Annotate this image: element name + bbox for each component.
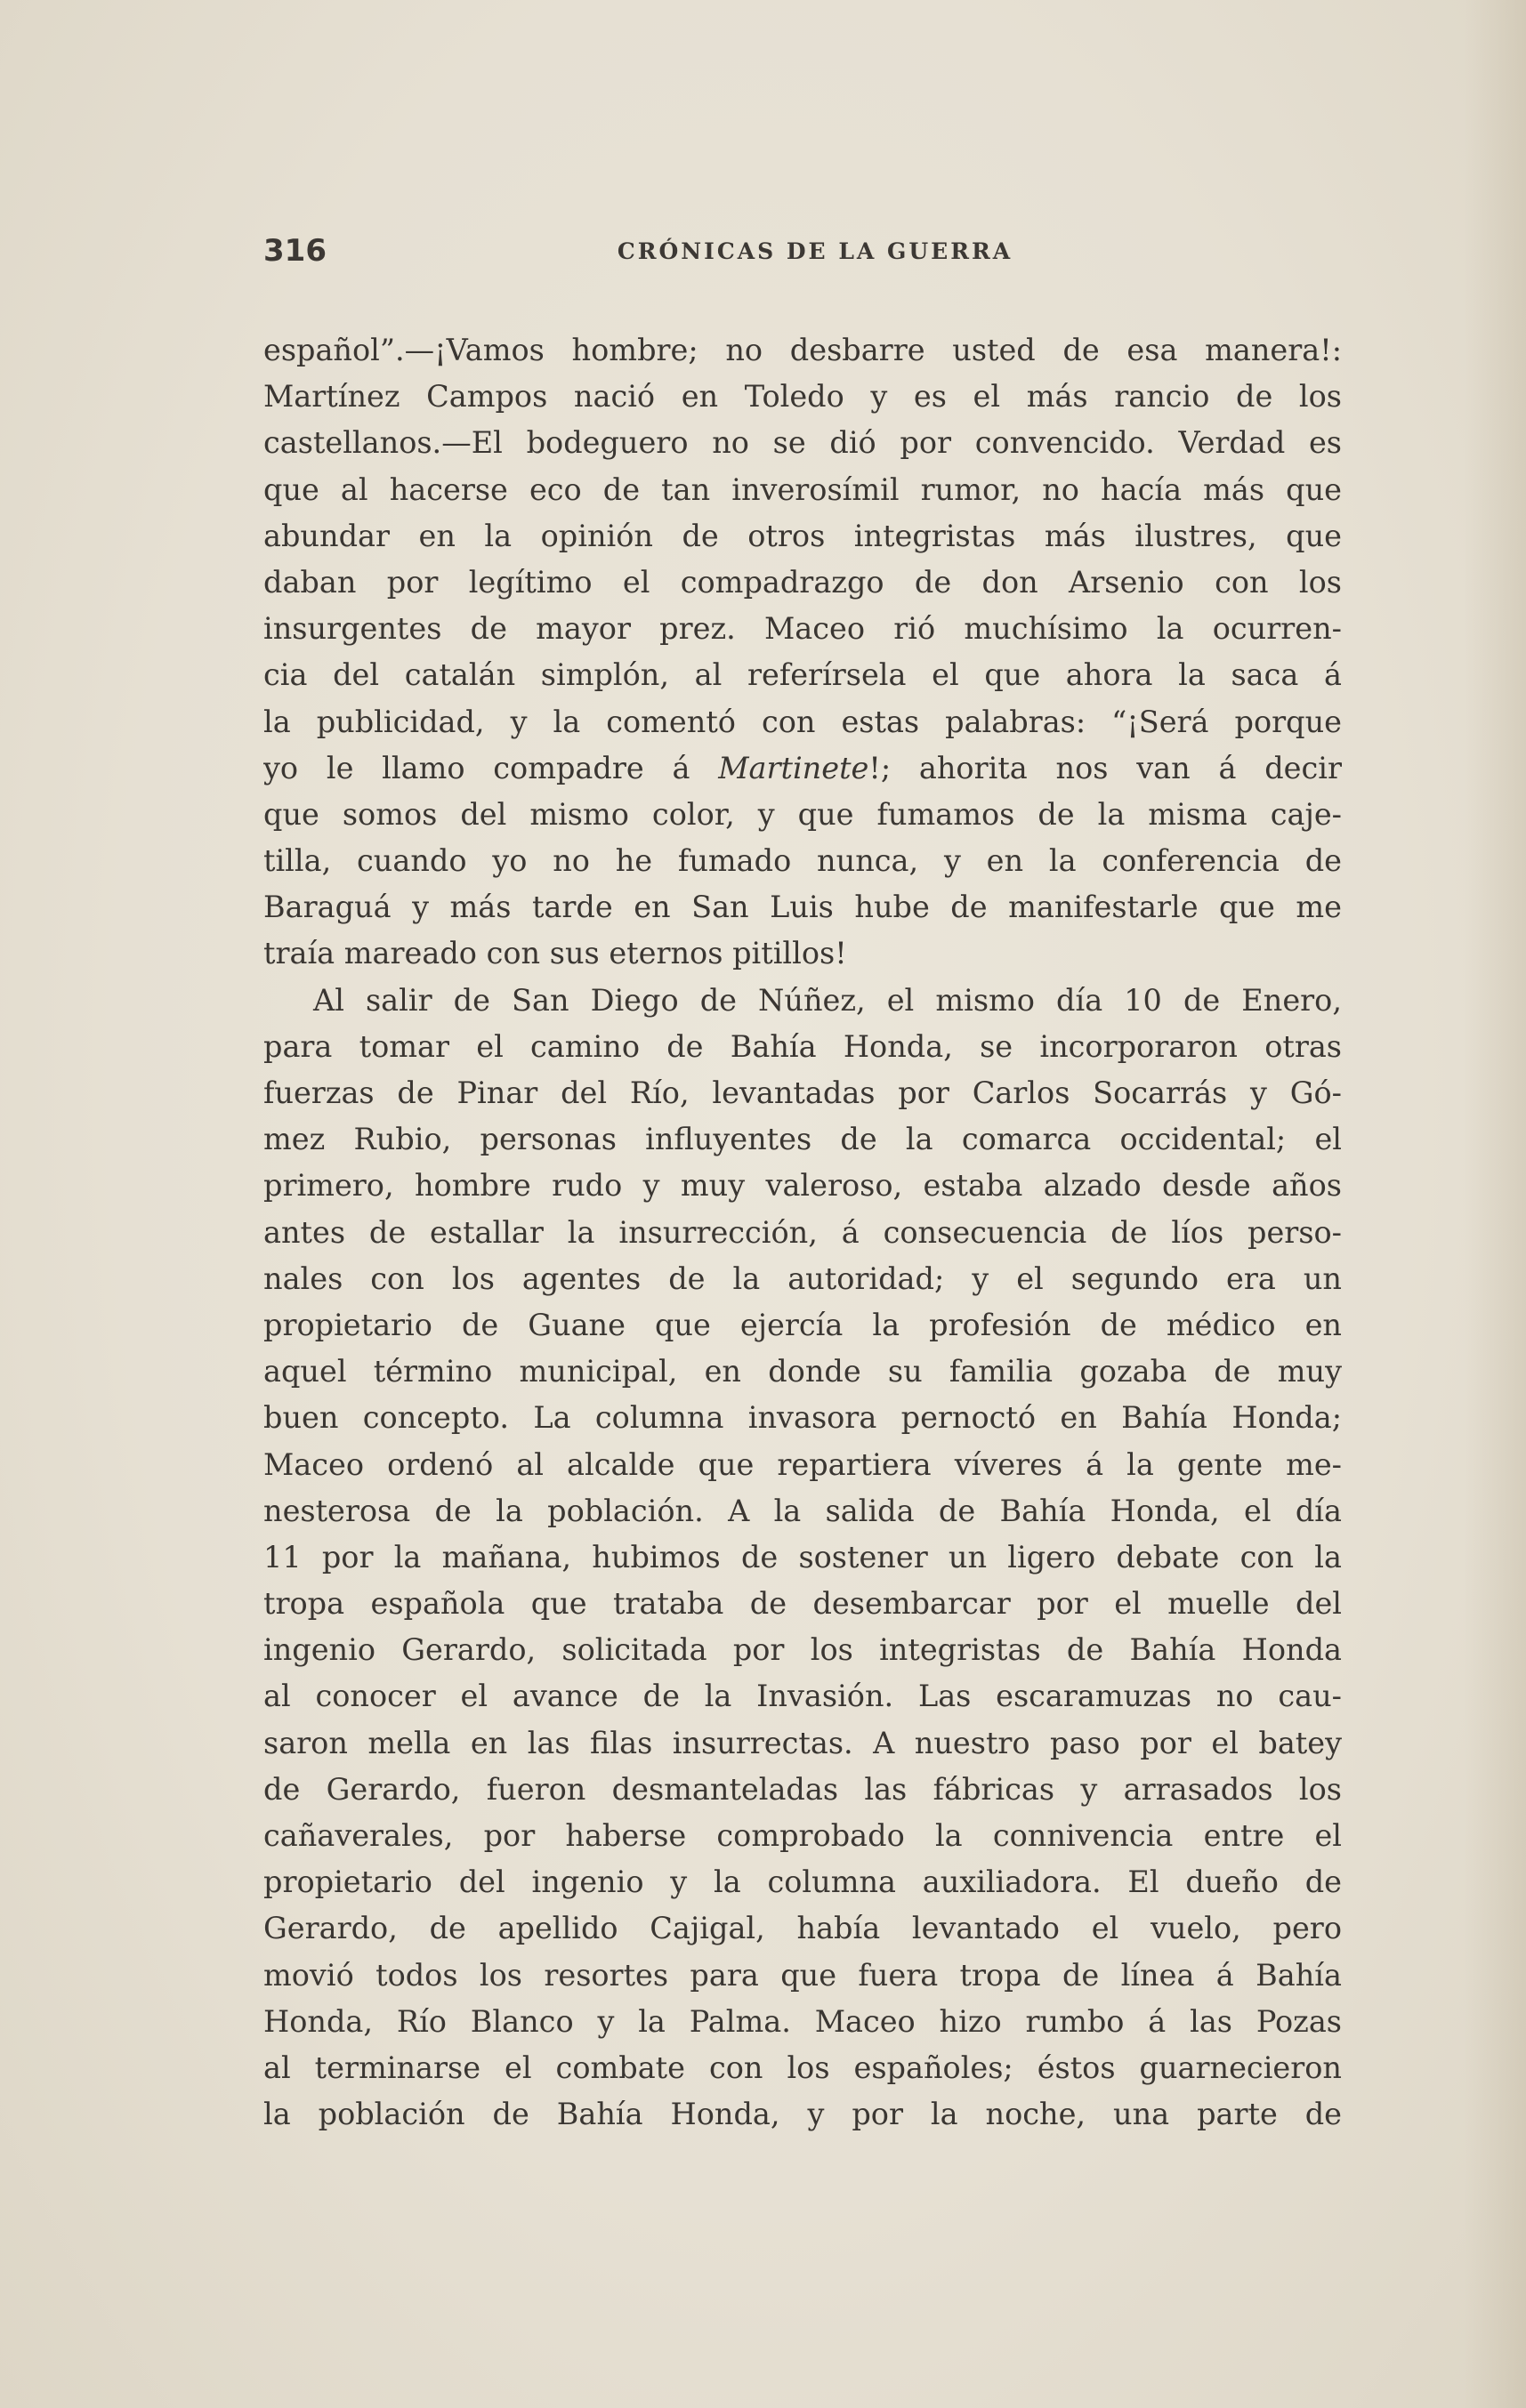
text-line: al terminarse el combate con los españoles; éstos guarnecieron [263,2050,1342,2085]
text-line: Al salir de San Diego de Núñez, el mismo día 10 de Enero, [313,982,1342,1018]
text-line: nales con los agentes de la autoridad; y el segundo era un [263,1260,1342,1296]
text-line: castellanos.—El bodeguero no se dió por convencido. Verdad es [263,425,1342,461]
text-line: saron mella en las filas insurrectas. A nuestro paso por el batey [263,1725,1342,1760]
text-line: traía mareado con sus eternos pitillos! [263,936,847,971]
body-text [263,327,1342,2138]
text-line: propietario de Guane que ejercía la profesión de médico en [263,1307,1342,1342]
text-line: daban por legítimo el compadrazgo de don Arsenio con los [263,564,1342,600]
running-title: CRÓNICAS DE LA GUERRA [617,238,1013,264]
text-line: antes de estallar la insurrección, á consecuencia de líos perso- [263,1214,1342,1250]
text-line: 11 por la mañana, hubimos de sostener un ligero debate con la [263,1539,1342,1574]
text-line: que somos del mismo color, y que fumamos de la misma caje- [263,796,1342,832]
text-line: fuerzas de Pinar del Río, levantadas por Carlos Socarrás y Gó- [263,1075,1342,1110]
text-line: Honda, Río Blanco y la Palma. Maceo hizo rumbo á las Pozas [263,2003,1342,2039]
text-line: buen concepto. La columna invasora pernoctó en Bahía Honda; [263,1400,1342,1436]
page-edge-shadow [1464,0,1526,2408]
text-line: tropa española que trataba de desembarcar por el muelle del [263,1586,1342,1622]
text-line: de Gerardo, fueron desmanteladas las fábricas y arrasados los [263,1771,1342,1807]
text-line: Gerardo, de apellido Cajigal, había levantado el vuelo, pero [263,1911,1342,1946]
text-line-with-italic: yo le llamo compadre á Martinete!; ahorita nos van á decir [263,750,1342,785]
text-line: movió todos los resortes para que fuera tropa de línea á Bahía [263,1957,1342,1993]
text-line: primero, hombre rudo y muy valeroso, estaba alzado desde años [263,1168,1342,1204]
text-line: para tomar el camino de Bahía Honda, se incorporaron otras [263,1028,1342,1064]
text-line: abundar en la opinión de otros integristas más ilustres, que [263,518,1342,553]
text-line: Martínez Campos nació en Toledo y es el más rancio de los [263,379,1342,415]
text-line: Maceo ordenó al alcalde que repartiera víveres á la gente me- [263,1446,1342,1482]
page-number: 316 [263,233,327,269]
text-line: Baraguá y más tarde en San Luis hube de manifestarle que me [263,890,1342,925]
text-line: español”.—¡Vamos hombre; no desbarre usted de esa manera!: [263,333,1342,367]
text-line: aquel término municipal, en donde su familia gozaba de muy [263,1354,1342,1389]
text-line: nesterosa de la población. A la salida de Bahía Honda, el día [263,1493,1342,1528]
text-line: cañaverales, por haberse comprobado la connivencia entre el [263,1818,1342,1853]
text-line: cia del catalán simplón, al referírsela el que ahora la saca á [263,657,1342,693]
text-line: tilla, cuando yo no he fumado nunca, y en la conferencia de [263,843,1342,879]
page-header [263,233,1342,278]
text-line: al conocer el avance de la Invasión. Las escaramuzas no cau- [263,1679,1342,1714]
text-line: insurgentes de mayor prez. Maceo rió muchísimo la ocurren- [263,611,1342,647]
text-line: mez Rubio, personas influyentes de la comarca occidental; el [263,1122,1342,1157]
text-line: propietario del ingenio y la columna auxiliadora. El dueño de [263,1864,1342,1900]
text-line: la publicidad, y la comentó con estas palabras: “¡Será porque [263,704,1342,739]
text-line: la población de Bahía Honda, y por la noche, una parte de [263,2097,1342,2132]
text-line: ingenio Gerardo, solicitada por los integristas de Bahía Honda [263,1632,1342,1668]
text-line: que al hacerse eco de tan inverosímil rumor, no hacía más que [263,471,1342,507]
italic-name: Martinete [718,750,869,785]
